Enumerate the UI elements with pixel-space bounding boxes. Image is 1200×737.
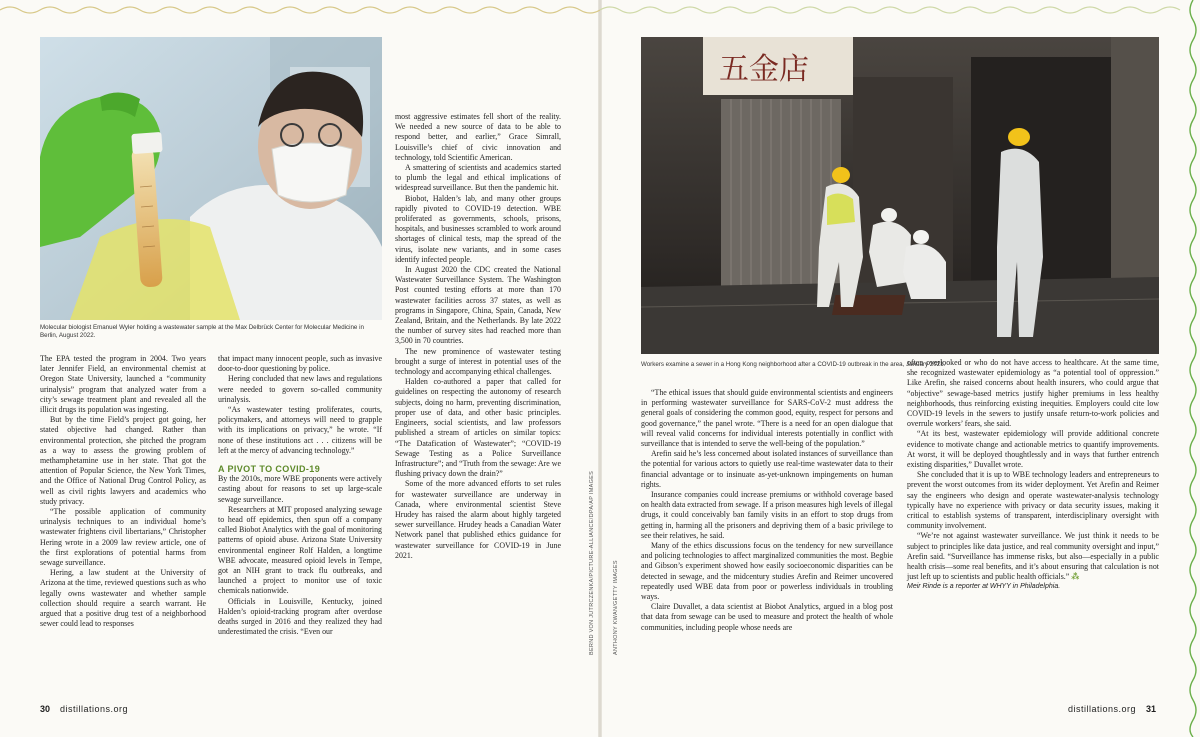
decorative-wave-right bbox=[600, 0, 1200, 18]
paragraph: often overlooked or who do not have access to healthcare. At the same time, she recognized wastewater epidemiology as “a potential tool of oppression.” Like Arefin, she raised concerns about health insurers, who could argue that “objective” sewage-based metrics justify higher premiums in less healthy neighborhoods, thus reinforcing existing inequities. Employers could cite low COVID-19 levels in the sewers to justify unsafe return-to-work policies and overrule workers’ fears, she said. bbox=[907, 358, 1159, 429]
photo-scientist-sample bbox=[40, 37, 382, 320]
photo-credit-left: BERND VON JUTRCZENKA/PICTURE-ALLIANCE/DPA/AP IMAGES bbox=[589, 470, 595, 655]
photo-credit-right: ANTHONY KWAN/GETTY IMAGES bbox=[613, 560, 619, 655]
page-number: 31 bbox=[1145, 704, 1156, 714]
paragraph: She concluded that it is up to WBE technology leaders and entrepreneurs to prevent the worst outcomes from its wider deployment. Yet Arefin and Reimer say the engineers who design and operate wastewater-analysis technology typically have no experience with privacy or data security issues, making it critical to establish systems of transparent, interdisciplinary oversight with community involvement. bbox=[907, 470, 1159, 531]
paragraph: Biobot, Halden’s lab, and many other groups rapidly pivoted to COVID-19 detection. WBE proliferated as governments, schools, prisons, hospitals, and businesses scrambled to work around shortages of clinical tests, map the spread of the virus, isolate new variants, and in some cases identify infected people. bbox=[395, 193, 561, 264]
photo-scientist-illustration bbox=[40, 37, 382, 320]
photo-workers-illustration bbox=[641, 37, 1159, 354]
paragraph: that impact many innocent people, such as invasive door-to-door questioning by police. bbox=[218, 354, 382, 374]
paragraph: Researchers at MIT proposed analyzing sewage to head off epidemics, then spun off a company called Biobot Analytics with the goal of monitoring patterns of opioid abuse. Arizona State University environmental engineer Rolf Halden, a longtime WBE advocate, measured opioid levels in Tempe, got an NIH grant to track flu outbreaks, and launched a project to monitor use of toxic chemicals nationwide. bbox=[218, 504, 382, 596]
decorative-wave-edge bbox=[1186, 0, 1200, 737]
photo-caption-left: Molecular biologist Emanuel Wyler holding a wastewater sample at the Max Delbrück Center for Molecular Medicine in Berlin, August 2022. bbox=[40, 324, 364, 339]
paragraph: “As wastewater testing proliferates, courts, policymakers, and attorneys will need to grapple with its implications on privacy,” he wrote. “If none of these institutions act . . . citizens will be left at the mercy of advancing technology.” bbox=[218, 405, 382, 455]
author-bio: Meir Rinde is a reporter at WHYY in Philadelphia. bbox=[907, 583, 1061, 591]
paragraph: “The possible application of community urinalysis techniques to an individual home’s wastewater frightens civil libertarians,” Christopher Hering wrote in a 2009 law review article, one of the first explorations of potential harms from sewage surveillance. bbox=[40, 507, 206, 568]
paragraph: The EPA tested the program in 2004. Two years later Jennifer Field, an environmental chemist at Oregon State University, launched a “community urinalysis” program that analyzed water from a city’s sewage treatment plant and revealed all the illicit drugs its population was ingesting. bbox=[40, 354, 206, 415]
paragraph: Officials in Louisville, Kentucky, joined Halden’s opioid-tracking program after overdose deaths surged in 2016 and they realized they had underestimated the crisis. “Even our bbox=[218, 596, 382, 637]
page-gutter bbox=[598, 0, 602, 737]
site-url: distillations.org bbox=[60, 704, 129, 714]
article-column-4 bbox=[641, 388, 893, 633]
paragraph: most aggressive estimates fell short of the reality. We needed a new source of data to be able to respond better, and earlier,” Grace Simrall, Louisville’s chief of civic innovation and technology, told Scientific American. bbox=[395, 112, 561, 162]
article-column-1 bbox=[40, 354, 206, 629]
paragraph: “At its best, wastewater epidemiology will provide additional concrete evidence to motivate change and actionable metrics to quantify improvements. At worst, it will be deployed thoughtlessly and in ways that further entrench existing disparities,” Duvallet wrote. bbox=[907, 429, 1159, 470]
section-subhead: A PIVOT TO COVID-19 bbox=[218, 464, 321, 475]
paragraph: By the 2010s, more WBE proponents were actively casting about for reasons to set up large-scale sewage surveillance. bbox=[218, 474, 382, 504]
paragraph: Claire Duvallet, a data scientist at Biobot Analytics, argued in a blog post that data from sewage can be used to measure and protect the health of whole communities, including people whose needs are bbox=[641, 602, 893, 632]
article-column-2 bbox=[218, 354, 382, 637]
paragraph-text: “We’re not against wastewater surveillance. We just think it needs to be subject to principles like data justice, and real community oversight and input,” Arefin said. “Surveillance has immense risks, but also—especially in a public health crisis—some real benefits, and it’s about ensuring that calculation is not just left up to scientists and public health officials.” bbox=[907, 531, 1159, 582]
svg-text:五金店: 五金店 bbox=[719, 52, 809, 87]
article-column-5 bbox=[907, 358, 1159, 593]
folio-left bbox=[40, 704, 128, 714]
paragraph: Hering concluded that new laws and regulations were needed to govern so-called community urinalysis. bbox=[218, 374, 382, 404]
paragraph: In August 2020 the CDC created the National Wastewater Surveillance System. The Washington Post counted testing efforts at more than 170 wastewater facilities across 37 states, as well as programs in Singapore, China, Spain, Canada, New Zealand, Britain, and the Netherlands. By late 2022 the number of survey sites had reached more than 3,500 in 70 countries. bbox=[395, 265, 561, 346]
paragraph: Some of the more advanced efforts to set rules for wastewater surveillance are underway in Canada, where environmental scientist Steve Hrudey has raised the alarm about highly targeted sewer surveillance. Hrudey heads a Canadian Water Network panel that published ethics guidance for wastewater surveillance for COVID-19 in June 2021. bbox=[395, 479, 561, 560]
paragraph: “The ethical issues that should guide environmental scientists and engineers in performing wastewater surveillance for SARS-CoV-2 must address the general goals of considering the common good, equity, respect for persons and good governance,” the panel wrote. “There is a need for an open dialogue that will reveal valid concerns for individual interests potentially in conflict with surveillance that is intended to serve the well-being of the population.” bbox=[641, 388, 893, 449]
photo-hong-kong-workers bbox=[641, 37, 1159, 354]
photo-caption-right: Workers examine a sewer in a Hong Kong neighborhood after a COVID-19 outbreak in the area, January 2021. bbox=[641, 361, 946, 368]
paragraph: Insurance companies could increase premiums or withhold coverage based on health data extracted from sewage. If a prison measures high levels of illegal drugs, it could conceivably ban family visits in an effort to stop drugs from getting in, harming all the prisoners and depriving them of a basic privilege to see their relatives, he said. bbox=[641, 490, 893, 540]
folio-right bbox=[1068, 704, 1156, 714]
paragraph: Halden co-authored a paper that called for guidelines on respecting the autonomy of research subjects, doing no harm, preventing discrimination, proper use of data, and other basic principles. Engineers, social scientists, and law professors published a stream of articles on similar topics: “The Datafication of Wastewater”; “COVID-19 Sewage Testing as a Police Surveillance Infrastructure”; and “Truth from the sewage: Are we flushing privacy down the drain?” bbox=[395, 377, 561, 479]
paragraph: A smattering of scientists and academics started to plumb the legal and ethical implications of widespread surveillance. But then the pandemic hit. bbox=[395, 163, 561, 193]
paragraph: Many of the ethics discussions focus on the tendency for new surveillance and policing technologies to affect marginalized communities the most. Begbie and Gibson’s experiment showed how easily socioeconomic disparities can be detected in sewage, and the midcentury studies Arefin and Reimer uncovered repeatedly used WBE data from poor or powerless individuals in troubling ways. bbox=[641, 541, 893, 602]
site-url: distillations.org bbox=[1067, 704, 1136, 714]
decorative-wave-left bbox=[0, 0, 600, 18]
paragraph: Arefin said he’s less concerned about isolated instances of surveillance than the potential for various actors to quietly use real-time wastewater data to their financial advantage or to insinuate as-yet-unknown impingements on human rights. bbox=[641, 449, 893, 489]
end-mark-icon: ⁂ bbox=[1071, 572, 1080, 582]
paragraph: Hering, a law student at the University of Arizona at the time, reviewed questions such as who legally owns wastewater and whether sample collection should require a search warrant. He argued that a positive drug test of a neighborhood sewer could lead to responses bbox=[40, 568, 206, 629]
page-number: 30 bbox=[40, 704, 51, 714]
paragraph: But by the time Field’s project got going, her stated objective had changed. Rather than environmental protection, she pitched the program as a way to assess the growing problem of methamphetamine use in her state. That got the attention of Popular Science, the New York Times, and the Office of National Drug Control Policy, as well as civil rights lawyers and academics who study privacy. bbox=[40, 415, 206, 506]
article-column-3 bbox=[395, 112, 561, 561]
paragraph: The new prominence of wastewater testing brought a surge of interest in potential uses of the technology and accompanying ethical challenges. bbox=[395, 346, 561, 377]
paragraph bbox=[907, 531, 1159, 582]
